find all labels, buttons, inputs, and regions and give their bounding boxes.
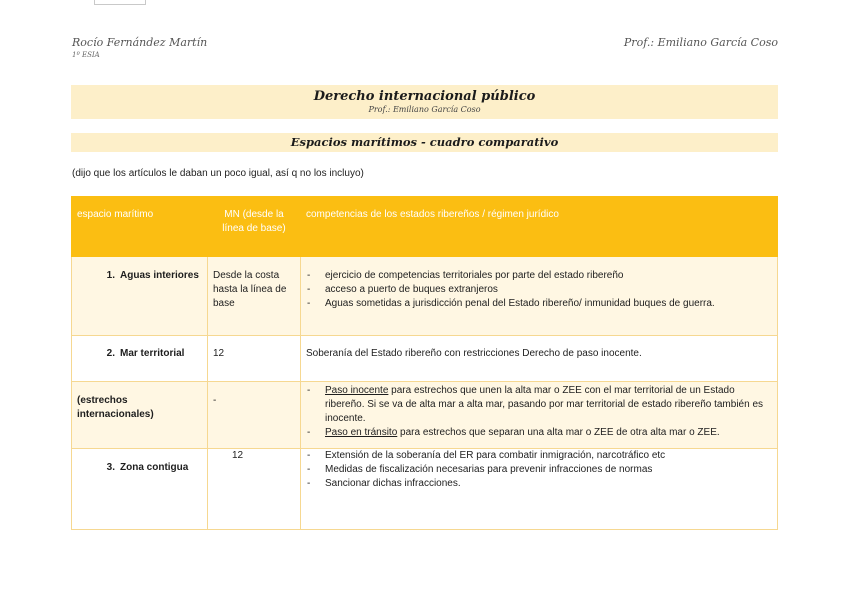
list-item: - ejercicio de competencias territoriales por parte del estado ribereño [306,269,772,283]
header-mn: MN (desde la línea de base) [208,197,301,257]
list-item [306,426,772,440]
mn-cell: 12 [208,336,301,382]
zone-number: 2. [106,348,115,359]
zone-number: 1. [106,270,115,281]
list-item: - Sancionar dichas infracciones. [306,477,772,491]
list-item: - acceso a puerto de buques extranjeros [306,283,772,297]
comparison-table [71,196,778,530]
page-tab-marker [94,0,146,5]
competences-cell [301,382,778,449]
professor-header: Prof.: Emiliano García Coso [623,36,778,49]
zone-cell [72,449,208,530]
mn-cell: 12 [208,449,301,530]
subject-title: Derecho internacional público [313,89,536,104]
zone-cell [72,257,208,336]
table-row [72,336,778,382]
student-course: 1º ESIA [72,51,100,59]
competences-cell: Soberanía del Estado ribereño con restricciones Derecho de paso inocente. [301,336,778,382]
mn-cell: - [208,382,301,449]
table-row [72,382,778,449]
list-item: - Medidas de fiscalización necesarias para prevenir infracciones de normas [306,463,772,477]
zone-name: Aguas interiores [120,270,199,281]
subject-professor: Prof.: Emiliano García Coso [368,105,481,114]
underlined-term: Paso en tránsito [325,427,398,438]
title-band [71,85,778,119]
header-competences: competencias de los estados ribereños / régimen jurídico [301,197,778,257]
section-band [71,133,778,152]
mn-cell: Desde la costa hasta la línea de base [208,257,301,336]
student-header [72,36,207,59]
zone-name: Mar territorial [120,348,185,359]
section-title: Espacios marítimos - cuadro comparativo [290,135,559,149]
list-item: - Aguas sometidas a jurisdicción penal del Estado ribereño/ inmunidad buques de guerra. [306,297,772,311]
note-text: (dijo que los artículos le daban un poco igual, así q no los incluyo) [72,168,364,179]
item-text: para estrechos que unen la alta mar o ZEE con el mar territorial de un Estado ribereño. Si se va de alta mar a alta mar, pasando por mar territorial de estado ribereño también es inocente. [325,385,764,424]
header-zone: espacio marítimo [72,197,208,257]
list-item [306,384,772,426]
item-text: para estrechos que separan una alta mar o ZEE de otra alta mar o ZEE. [397,427,720,438]
table-row [72,257,778,336]
table-row [72,449,778,530]
competences-cell [301,449,778,530]
student-name: Rocío Fernández Martín [72,36,208,49]
competences-cell [301,257,778,336]
underlined-term: Paso inocente [325,385,389,396]
zone-cell [72,336,208,382]
list-item: - Extensión de la soberanía del ER para combatir inmigración, narcotráfico etc [306,449,772,463]
zone-cell: (estrechos internacionales) [72,382,208,449]
zone-number: 3. [106,462,115,473]
zone-name: Zona contigua [120,462,189,473]
table-header-row [72,197,778,257]
